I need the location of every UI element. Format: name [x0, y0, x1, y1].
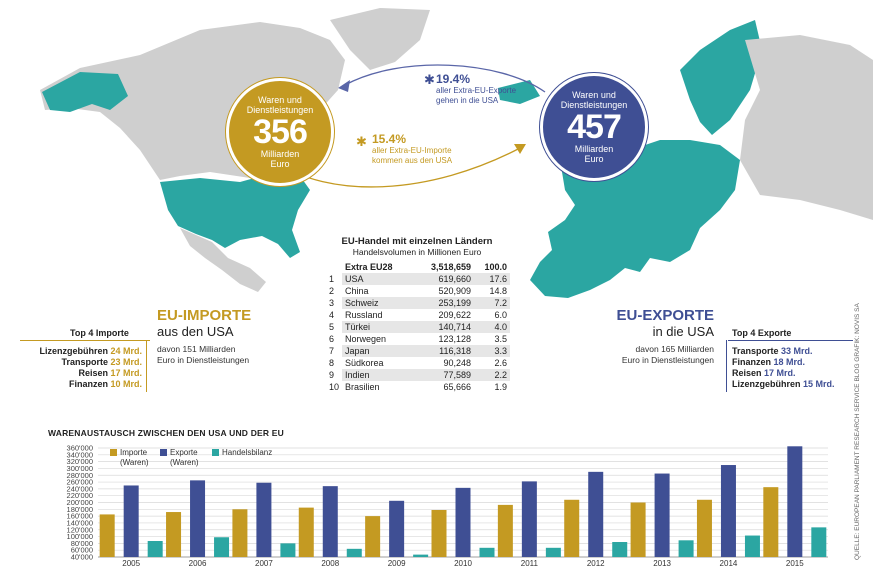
y-tick-label: 60'000	[70, 545, 93, 555]
bar-importe	[432, 510, 447, 557]
imports-top-item: Finanzen 10 Mrd.	[68, 379, 142, 389]
exports-top-item: Reisen 17 Mrd.	[732, 368, 796, 378]
bar-exporte	[389, 501, 404, 557]
exports-top-item: Lizenzgebühren 15 Mrd.	[732, 379, 835, 389]
y-tick-label: 80'000	[70, 538, 93, 548]
bar-exporte	[522, 481, 537, 557]
bar-handelsbilanz	[679, 540, 694, 557]
exports-circle-caption-bottom: Milliarden Euro	[574, 144, 614, 164]
legend-swatch	[110, 449, 117, 456]
trade-table-box	[322, 236, 512, 393]
imports-circle	[226, 78, 334, 186]
bar-exporte	[456, 488, 471, 557]
imports-circle-caption-bottom: Milliarden Euro	[260, 149, 300, 169]
x-tick-label: 2007	[255, 559, 273, 568]
bar-handelsbilanz	[612, 542, 627, 557]
trade-table	[326, 261, 510, 393]
imports-section	[157, 307, 251, 366]
bar-chart	[0, 440, 840, 570]
export-star-icon: ✱	[424, 73, 435, 88]
bar-handelsbilanz	[280, 543, 295, 557]
x-tick-label: 2008	[321, 559, 340, 568]
legend-label: (Waren)	[170, 458, 199, 467]
trade-table-title: EU-Handel mit einzelnen Ländern	[341, 236, 493, 247]
imports-top-item: Reisen 17 Mrd.	[78, 368, 142, 378]
exports-top-item: Transporte 33 Mrd.	[732, 346, 813, 356]
bar-importe	[232, 509, 247, 557]
legend-label: Importe	[120, 448, 148, 457]
exports-section	[590, 307, 714, 366]
bar-exporte	[655, 474, 670, 557]
bar-importe	[631, 503, 646, 558]
table-row: 3 Schweiz 253,199 7.2	[326, 297, 510, 309]
imports-circle-value: 356	[253, 113, 307, 151]
imports-top-item: Transporte 23 Mrd.	[61, 357, 142, 367]
y-tick-label: 160'000	[66, 511, 93, 521]
table-row: 7 Japan 116,318 3.3	[326, 345, 510, 357]
imports-title: EU-IMPORTE	[157, 307, 252, 324]
table-row: 8 Südkorea 90,248 2.6	[329, 358, 508, 368]
bar-exporte	[323, 486, 338, 557]
exports-note2: Euro in Dienstleistungen	[621, 355, 714, 365]
y-tick-label: 360'000	[66, 443, 93, 453]
trade-table-total-row: Extra EU28 3,518,659 100.0	[345, 262, 508, 272]
x-tick-label: 2005	[122, 559, 141, 568]
table-row: 5 Türkei 140,714 4.0	[326, 321, 510, 333]
x-tick-label: 2012	[586, 559, 605, 568]
y-tick-label: 320'000	[66, 457, 93, 467]
bar-importe	[100, 514, 115, 557]
bar-importe	[697, 500, 712, 557]
y-tick-label: 100'000	[66, 532, 93, 542]
imports-top-list	[20, 346, 142, 390]
y-tick-label: 240'000	[66, 484, 93, 494]
legend-swatch	[160, 449, 167, 456]
y-tick-label: 40'000	[70, 552, 93, 562]
exports-subtitle: in die USA	[652, 324, 714, 339]
import-flow-pct: 15.4%	[372, 132, 407, 146]
bar-handelsbilanz	[480, 548, 495, 557]
bar-importe	[564, 500, 579, 557]
export-flow-line1: aller Extra-EU-Exporte	[436, 86, 517, 95]
x-tick-label: 2010	[454, 559, 472, 568]
exports-circle	[540, 73, 648, 181]
table-row: 10 Brasilien 65,666 1.9	[329, 382, 508, 392]
import-flow-label	[372, 132, 452, 166]
bar-importe	[763, 487, 778, 557]
bar-handelsbilanz	[811, 527, 826, 557]
export-flow-line2: gehen in die USA	[436, 96, 499, 105]
bar-exporte	[787, 446, 802, 557]
imports-divider	[20, 340, 150, 341]
table-row: 4 Russland 209,622 6.0	[329, 310, 508, 320]
y-tick-label: 260'000	[66, 477, 93, 487]
exports-note1: davon 165 Milliarden	[635, 344, 714, 354]
x-tick-label: 2006	[188, 559, 207, 568]
x-tick-label: 2013	[653, 559, 671, 568]
bar-exporte	[190, 480, 205, 557]
imports-note2: Euro in Dienstleistungen	[157, 355, 250, 365]
source-text: QUELLE: EUROPEAN PARLIAMENT RESEARCH SERVICE BLOG GRAFIK: NOVIS SA	[854, 303, 861, 560]
import-flow-line1: aller Extra-EU-Importe	[372, 146, 452, 155]
legend-label: Exporte	[170, 448, 198, 457]
table-row: 1 USA 619,660 17.6	[326, 273, 510, 285]
bar-exporte	[256, 483, 271, 557]
export-flow-pct: 19.4%	[436, 72, 471, 86]
imports-subtitle: aus den USA	[157, 324, 234, 339]
y-tick-label: 300'000	[66, 463, 93, 473]
trade-table-subtitle: Handelsvolumen in Millionen Euro	[352, 247, 482, 257]
exports-divider	[728, 340, 853, 341]
legend-label: (Waren)	[120, 458, 149, 467]
russia-shape	[740, 35, 873, 220]
bar-handelsbilanz	[347, 549, 362, 557]
imports-vline	[146, 340, 147, 392]
exports-top-item: Finanzen 18 Mrd.	[732, 357, 806, 367]
exports-circle-caption-top: Waren und Dienstleistungen	[560, 90, 628, 110]
bar-exporte	[721, 465, 736, 557]
x-tick-label: 2015	[785, 559, 804, 568]
table-row: 6 Norwegen 123,128 3.5	[329, 334, 508, 344]
exports-circle-value: 457	[567, 108, 621, 146]
x-tick-label: 2014	[719, 559, 738, 568]
exports-title: EU-EXPORTE	[616, 307, 714, 324]
y-tick-label: 200'000	[66, 498, 93, 507]
bar-handelsbilanz	[546, 548, 561, 557]
y-tick-label: 180'000	[66, 504, 93, 514]
import-arrowhead	[514, 144, 526, 154]
imports-note1: davon 151 Milliarden	[157, 344, 236, 354]
bar-handelsbilanz	[413, 555, 428, 557]
bar-importe	[299, 508, 314, 557]
usa-shape	[160, 176, 310, 258]
bar-importe	[365, 516, 380, 557]
bar-exporte	[124, 485, 139, 557]
y-tick-label: 120'000	[66, 525, 93, 535]
x-tick-label: 2009	[387, 559, 406, 568]
legend-swatch	[212, 449, 219, 456]
imports-top-heading: Top 4 Importe	[70, 328, 129, 338]
bar-handelsbilanz	[745, 536, 760, 557]
exports-top-list	[732, 346, 835, 390]
bar-handelsbilanz	[148, 541, 163, 557]
import-star-icon: ✱	[356, 135, 367, 150]
bar-exporte	[588, 472, 603, 557]
x-tick-label: 2011	[520, 559, 538, 568]
y-tick-label: 340'000	[66, 450, 93, 460]
y-tick-label: 140'000	[66, 518, 93, 528]
chart-title: WARENAUSTAUSCH ZWISCHEN DEN USA UND DER EU	[48, 428, 285, 438]
bar-handelsbilanz	[214, 537, 229, 557]
table-row: 2 China 520,909 14.8	[329, 286, 508, 296]
bar-importe	[498, 505, 513, 557]
import-flow-line2: kommen aus den USA	[372, 156, 453, 165]
bar-importe	[166, 512, 181, 557]
exports-vline	[726, 340, 727, 392]
table-row: 9 Indien 77,589 2.2	[326, 369, 510, 381]
imports-circle-caption-top: Waren und Dienstleistungen	[246, 95, 314, 115]
alaska-shape	[42, 72, 128, 112]
legend-label: Handelsbilanz	[222, 448, 273, 457]
y-tick-label: 280'000	[66, 470, 93, 480]
y-tick-label: 220'000	[66, 491, 93, 501]
exports-top-heading: Top 4 Exporte	[732, 328, 792, 338]
imports-top-item: Lizenzgebühren 24 Mrd.	[39, 346, 142, 356]
export-flow-label	[436, 72, 516, 106]
greenland-shape	[330, 8, 430, 70]
